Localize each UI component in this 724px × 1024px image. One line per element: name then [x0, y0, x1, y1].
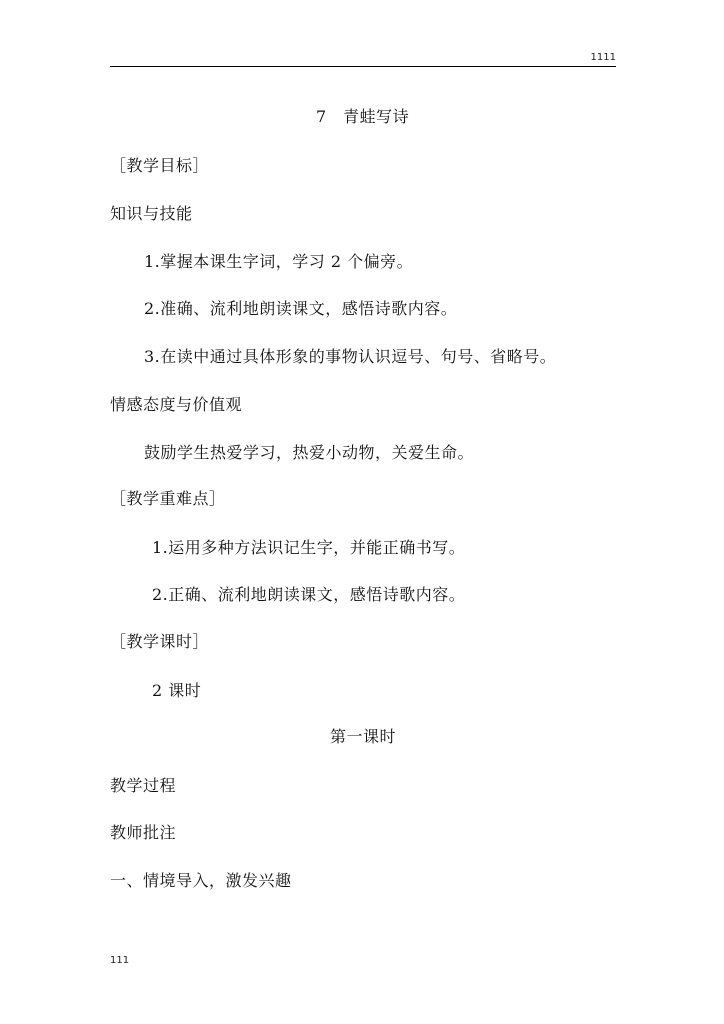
- class-hours-value: 2 课时: [152, 681, 202, 700]
- knowledge-item: 2.准确、流利地朗读课文，感悟诗歌内容。: [144, 299, 458, 318]
- class-hours-heading: ［教学课时］: [110, 632, 210, 651]
- key-points-heading: ［教学重难点］: [110, 489, 226, 508]
- header-rule: [110, 66, 616, 67]
- key-point-item: 1.运用多种方法识记生字，并能正确书写。: [152, 538, 466, 557]
- step-one-heading: 一、情境导入，激发兴趣: [110, 871, 292, 890]
- teacher-notes-label: 教师批注: [110, 823, 177, 842]
- emotion-values-text: 鼓励学生热爱学习，热爱小动物，关爱生命。: [144, 443, 475, 462]
- knowledge-skills-heading: 知识与技能: [110, 204, 193, 223]
- knowledge-item: 3.在读中通过具体形象的事物认识逗号、句号、省略号。: [144, 347, 557, 366]
- objectives-heading: ［教学目标］: [110, 156, 210, 175]
- header-page-number: 1111: [590, 52, 616, 63]
- teaching-process-label: 教学过程: [110, 776, 177, 795]
- emotion-values-heading: 情感态度与价值观: [110, 395, 243, 414]
- knowledge-item: 1.掌握本课生字词，学习 2 个偏旁。: [144, 252, 414, 271]
- first-lesson-title: 第一课时: [330, 727, 397, 746]
- lesson-title: 7 青蛙写诗: [316, 107, 410, 126]
- footer-page-number: 111: [110, 955, 130, 966]
- key-point-item: 2.正确、流利地朗读课文，感悟诗歌内容。: [152, 585, 466, 604]
